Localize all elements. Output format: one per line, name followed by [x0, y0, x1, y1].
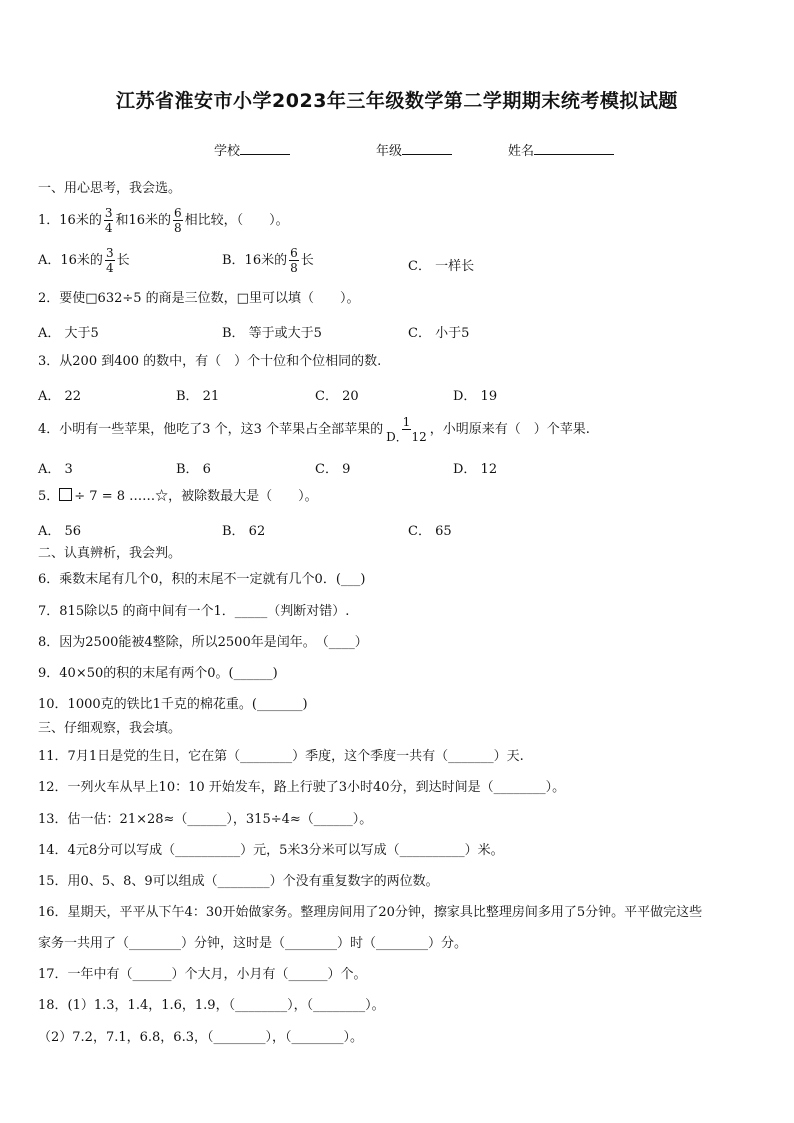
question-7: 7．815除以5 的商中间有一个1．_____（判断对错）.	[38, 604, 350, 619]
question-16-line-1: 16．星期天，平平从下午4：30开始做家务。整理房间用了20分钟，擦家具比整理房间多用了5分钟。平平做完这些	[38, 905, 703, 920]
fraction: $\frac{3}{4}$	[105, 246, 114, 275]
fraction: $\frac{1}{D. 12}$	[386, 415, 427, 444]
school-label: 学校	[214, 144, 241, 159]
section-3-heading: 三、仔细观察，我会填。	[38, 721, 182, 736]
q1-option-b[interactable]: B．16米的 $\frac{6}{8}$ 长	[222, 246, 314, 275]
q1-text-post: 相比较，（ ）。	[184, 213, 289, 228]
square-blank-icon	[59, 488, 72, 501]
q4-option-c[interactable]: C． 9	[315, 462, 351, 477]
question-14: 14．4元8分可以写成（__________）元，5米3分米可以写成（__________）米。	[38, 843, 504, 858]
question-13: 13．估一估：21×28≈（______），315÷4≈（______）。	[38, 812, 373, 827]
question-15: 15．用0、5、8、9可以组成（________）个没有重复数字的两位数。	[38, 874, 439, 889]
fraction: $\frac{6}{8}$	[174, 206, 182, 235]
question-1	[38, 206, 289, 235]
q2-option-b[interactable]: B． 等于或大于5	[222, 326, 322, 341]
q5-option-c[interactable]: C． 65	[408, 524, 452, 539]
q3-option-d[interactable]: D． 19	[453, 389, 498, 404]
section-2-heading: 二、认真辨析，我会判。	[38, 546, 182, 561]
q4-option-a[interactable]: A． 3	[38, 462, 73, 477]
q1-option-c[interactable]: C． 一样长	[408, 259, 475, 274]
page-title: 江苏省淮安市小学2023年三年级数学第二学期期末统考模拟试题	[116, 90, 678, 112]
q2-option-a[interactable]: A． 大于5	[38, 326, 99, 341]
question-9: 9．40×50的积的末尾有两个0。(______)	[38, 666, 278, 681]
school-field	[214, 140, 290, 159]
section-1-heading: 一、用心思考，我会选。	[38, 181, 182, 196]
q4-text-post: ，小明原来有（ ）个苹果.	[429, 422, 590, 437]
question-11: 11．7月1日是党的生日，它在第（________）季度，这个季度一共有（_______）天.	[38, 749, 524, 764]
q3-option-a[interactable]: A． 22	[38, 389, 82, 404]
question-17: 17．一年中有（______）个大月，小月有（______）个。	[38, 967, 367, 982]
question-18-line-2: （2）7.2，7.1，6.8，6.3，（________），（________）。	[38, 1030, 363, 1045]
name-field	[508, 140, 614, 159]
name-blank[interactable]	[534, 142, 614, 155]
question-12: 12．一列火车从早上10：10 开始发车，路上行驶了3小时40分，到达时间是（________）。	[38, 780, 566, 795]
question-2: 2．要使□632÷5 的商是三位数，□里可以填（ ）。	[38, 291, 360, 306]
q1-text-pre: 1．16米的	[38, 213, 102, 228]
grade-blank[interactable]	[402, 142, 452, 155]
q5-option-b[interactable]: B． 62	[222, 524, 266, 539]
q1-option-a[interactable]: A．16米的 $\frac{3}{4}$ 长	[38, 246, 130, 275]
question-16-line-2: 家务一共用了（________）分钟，这时是（________）时（________）分。	[38, 936, 468, 951]
question-5: 5． ÷ 7 = 8 ……☆，被除数最大是（ ）。	[38, 489, 318, 504]
school-blank[interactable]	[240, 142, 290, 155]
q3-option-b[interactable]: B． 21	[176, 389, 220, 404]
fraction: $\frac{6}{8}$	[290, 246, 298, 275]
q1-text-mid: 和16米的	[115, 213, 172, 228]
question-3: 3．从200 到400 的数中，有（ ）个十位和个位相同的数.	[38, 354, 382, 369]
question-18-line-1: 18．(1）1.3，1.4，1.6，1.9，（________），（________）。	[38, 998, 385, 1013]
fraction: $\frac{3}{4}$	[104, 206, 113, 235]
grade-field	[376, 140, 452, 159]
question-6: 6．乘数末尾有几个0，积的末尾不一定就有几个0．(___)	[38, 572, 366, 587]
q3-option-c[interactable]: C． 20	[315, 389, 359, 404]
q4-text-pre: 4．小明有一些苹果，他吃了3 个，这3 个苹果占全部苹果的	[38, 422, 384, 437]
question-4	[38, 415, 590, 444]
q4-option-b[interactable]: B． 6	[176, 462, 211, 477]
q5-option-a[interactable]: A． 56	[38, 524, 82, 539]
name-label: 姓名	[508, 144, 535, 159]
question-10: 10．1000克的铁比1千克的棉花重。(_______)	[38, 697, 308, 712]
q2-option-c[interactable]: C． 小于5	[408, 326, 470, 341]
grade-label: 年级	[376, 144, 403, 159]
q4-option-d[interactable]: D． 12	[453, 462, 498, 477]
question-8: 8．因为2500能被4整除，所以2500年是闰年。 （____）	[38, 635, 368, 650]
